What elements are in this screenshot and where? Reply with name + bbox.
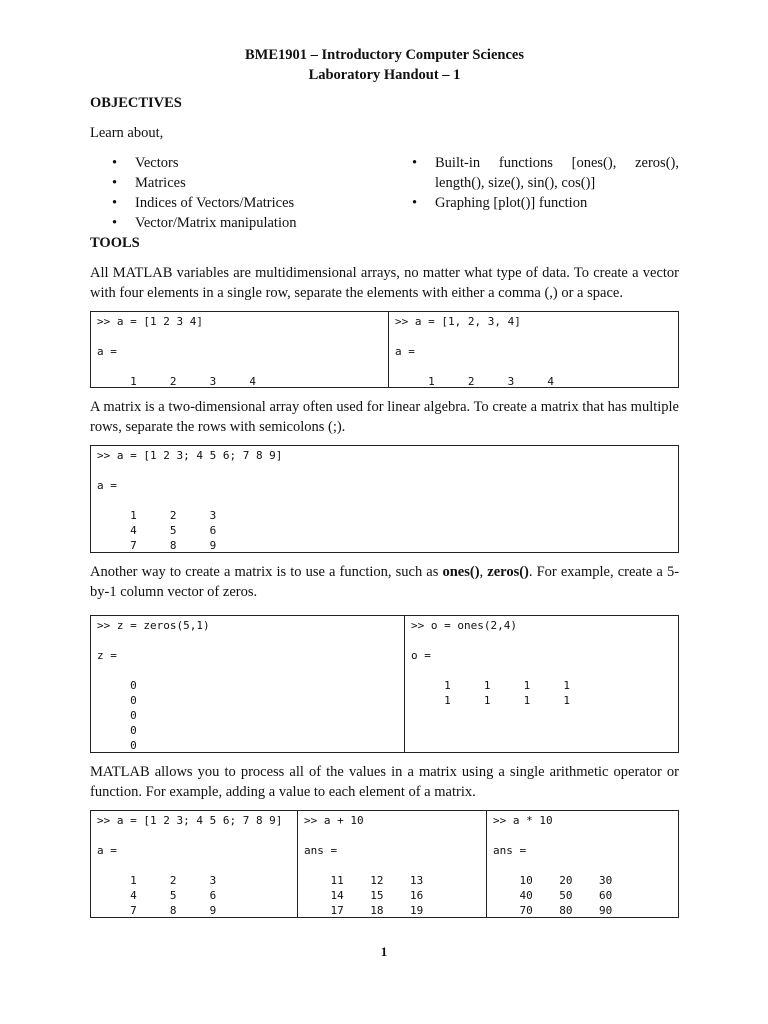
objectives-list-left xyxy=(90,153,390,233)
code-box-zeros-ones xyxy=(90,615,679,753)
code-cell xyxy=(388,312,678,387)
page-number: 1 xyxy=(380,944,388,959)
tools-heading: TOOLS xyxy=(90,235,140,251)
objectives-lists xyxy=(90,153,679,233)
code-box-arithmetic xyxy=(90,810,679,918)
tools-paragraph-matrix: A matrix is a two-dimensional array often used for linear algebra. To create a matrix that has multiple rows, separate the rows with semicolons (;). xyxy=(90,399,679,435)
code-snippet: >> a = [1 2 3 4] a = 1 2 3 4 xyxy=(97,315,256,388)
code-cell xyxy=(404,616,678,752)
code-snippet: >> a = [1 2 3; 4 5 6; 7 8 9] a = 1 2 3 4 5 6 7 8 9 xyxy=(97,814,283,917)
list-item: • Graphing [plot()] function xyxy=(390,193,679,213)
code-cell xyxy=(91,616,404,752)
handout-page xyxy=(90,0,679,918)
list-item: • Vectors xyxy=(90,153,390,173)
code-snippet: >> a + 10 ans = 11 12 13 14 15 16 17 18 19 xyxy=(304,814,424,917)
inline-code-ones: ones() xyxy=(442,564,480,580)
document-title: BME1901 – Introductory Computer Sciences xyxy=(245,47,524,63)
code-snippet: >> a = [1, 2, 3, 4] a = 1 2 3 4 xyxy=(395,315,554,388)
list-item: • Matrices xyxy=(90,173,390,193)
document-subtitle: Laboratory Handout – 1 xyxy=(308,67,461,83)
tools-paragraph-arithmetic: MATLAB allows you to process all of the values in a matrix using a single arithmetic operator or function. For example, adding a value to each element of a matrix. xyxy=(90,764,679,800)
objectives-list-right xyxy=(390,153,679,233)
code-snippet: >> o = ones(2,4) o = 1 1 1 1 1 1 1 1 xyxy=(411,619,570,707)
code-cell xyxy=(91,811,297,917)
code-snippet: >> a = [1 2 3; 4 5 6; 7 8 9] a = 1 2 3 4 5 6 7 8 9 xyxy=(97,449,283,552)
code-cell xyxy=(91,446,678,552)
tools-paragraph-functions: Another way to create a matrix is to use a function, such as ones(), zeros(). For example, create a 5-by-1 column vector of zeros. xyxy=(90,564,680,600)
code-snippet: >> a * 10 ans = 10 20 30 40 50 60 70 80 90 xyxy=(493,814,613,917)
code-cell xyxy=(91,312,388,387)
objectives-heading: OBJECTIVES xyxy=(90,95,182,111)
code-snippet: >> z = zeros(5,1) z = 0 0 0 0 0 xyxy=(97,619,210,752)
code-cell xyxy=(486,811,678,917)
list-item: • Built-in functions [ones(), zeros(), length(), size(), sin(), cos()] xyxy=(390,153,679,193)
inline-code-zeros: zeros() xyxy=(487,564,529,580)
code-box-vectors xyxy=(90,311,679,388)
list-item: • Vector/Matrix manipulation xyxy=(90,213,390,233)
code-box-matrix xyxy=(90,445,679,553)
code-cell xyxy=(297,811,486,917)
tools-paragraph-vectors: All MATLAB variables are multidimensional arrays, no matter what type of data. To create a vector with four elements in a single row, separate the elements with either a comma (,) or a space. xyxy=(90,265,679,301)
objectives-intro: Learn about, xyxy=(90,125,164,141)
list-item: • Indices of Vectors/Matrices xyxy=(90,193,390,213)
